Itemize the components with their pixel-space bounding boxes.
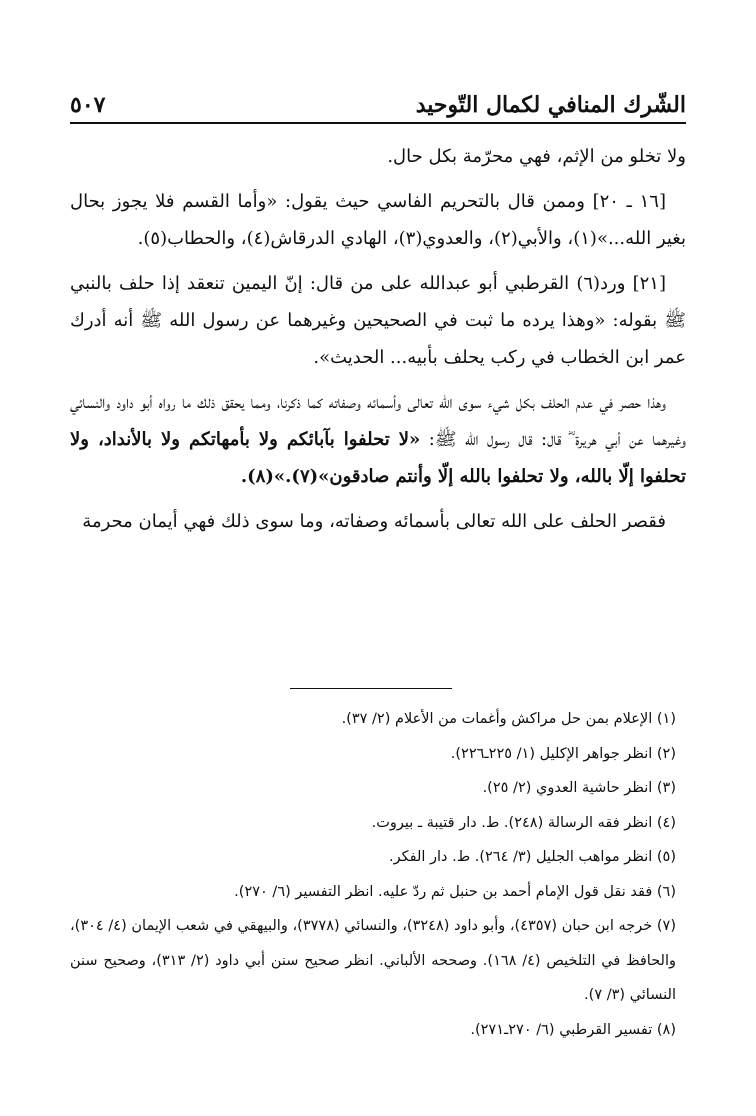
page-number: ٥٠٧ (70, 92, 106, 118)
main-text (70, 138, 686, 548)
page-header (70, 78, 686, 124)
footnote: (٧) خرجه ابن حبان (٤٣٥٧)، وأبو داود (٣٢٤٨)، والنسائي (٣٧٧٨)، والبيهقي في شعب الإيمان (٤/ ٣٠٤)، والحافظ في التلخيص (٤/ ١٦٨). وصححه الألباني. انظر صحيح سنن أبي داود (٢/ ٣١٣)، وصحيح سنن النسائي (٣/ ٧). (70, 918, 677, 1003)
paragraph-1: ولا تخلو من الإثم، فهي محرّمة بكل حال. (387, 146, 686, 167)
footnote: (١) الإعلام بمن حل مراكش وأغمات من الأعلام (٢/ ٣٧). (341, 711, 676, 727)
paragraph-4 (70, 384, 686, 495)
footnotes (70, 702, 682, 1047)
footnote: (٥) انظر مواهب الجليل (٣/ ٢٦٤). ط. دار الفكر. (389, 849, 676, 865)
footnote: (٦) فقد نقل قول الإمام أحمد بن حنبل ثم ردّ عليه. انظر التفسير (٦/ ٢٧٠). (234, 883, 676, 900)
running-title: الشّرك المنافي لكمال التّوحيد (415, 92, 686, 118)
paragraph-5: فقصر الحلف على الله تعالى بأسمائه وصفاته، وما سوى ذلك فهي أيمان محرمة (82, 511, 666, 532)
hadith-quote: «لا تحلفوا بآبائكم ولا بأمهاتكم ولا بالأنداد، ولا تحلفوا إلّا بالله، ولا تحلفوا بالله إلّا وأنتم صادقون»(٧).»(٨). (70, 429, 686, 487)
footnote-divider (290, 688, 452, 689)
footnote: (٢) انظر جواهر الإكليل (١/ ٢٢٥ـ٢٢٦). (450, 745, 676, 762)
footnote: (٣) انظر حاشية العدوي (٢/ ٢٥). (482, 780, 676, 796)
paragraph-4-intro: وهذا حصر في عدم الحلف بكل شيء سوى الله تعالى وأسمائه وصفاته كما ذكرنا، ومما يحقق ذلك ما رواه أبو داود والنسائي وغيرهما عن أبي هريرة ؓ قال: قال رسول الله ﷺ: (70, 392, 686, 450)
paragraph-3: [٢١] ورد(٦) القرطبي أبو عبدالله على من قال: إنّ اليمين تنعقد إذا حلف بالنبي ﷺ بقوله: «وهذا يرده ما ثبت في الصحيحين وغيرهما عن رسول الله ﷺ أنه أدرك عمر ابن الخطاب في ركب يحلف بأبيه... الحديث». (70, 273, 686, 368)
footnote: (٨) تفسير القرطبي (٦/ ٢٧٠ـ٢٧١). (470, 1021, 676, 1038)
footnote: (٤) انظر فقه الرسالة (٢٤٨). ط. دار قتيبة ـ بيروت. (371, 814, 676, 831)
paragraph-2: [١٦ ـ ٢٠] وممن قال بالتحريم الفاسي حيث يقول: «وأما القسم فلا يجوز بحال بغير الله...»(١)، والأبي(٢)، والعدوي(٣)، الهادي الدرقاش(٤)، والحطاب(٥). (70, 191, 686, 249)
